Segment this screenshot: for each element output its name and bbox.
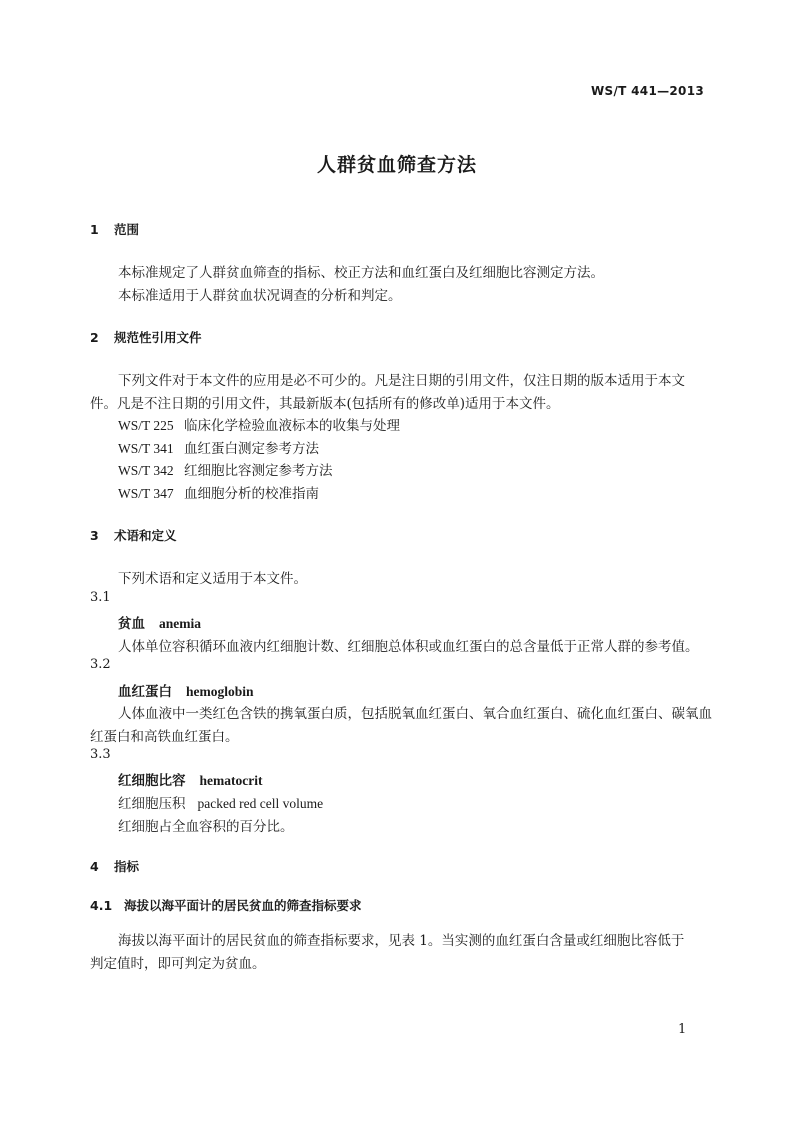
paragraph-line: 件。凡是不注日期的引用文件，其最新版本(包括所有的修改单)适用于本文件。 xyxy=(90,396,560,412)
section-heading-1 xyxy=(90,220,139,238)
paragraph: 本标准适用于人群贫血状况调查的分析和判定。 xyxy=(118,288,402,304)
term-number: 3.1 xyxy=(90,590,111,605)
term-zh: 红细胞比容 xyxy=(118,773,186,789)
section-number: 3 xyxy=(90,528,99,543)
paragraph-line: 海拔以海平面计的居民贫血的筛查指标要求，见表 1。当实测的血红蛋白含量或红细胞比容低于 xyxy=(118,933,685,949)
synonym-zh: 红细胞压积 xyxy=(118,796,186,812)
term-synonym xyxy=(118,792,323,812)
page-title: 人群贫血筛查方法 xyxy=(316,154,477,176)
reference-name: 红细胞比容测定参考方法 xyxy=(184,463,333,479)
term-zh: 血红蛋白 xyxy=(118,684,172,700)
paragraph: 本标准规定了人群贫血筛查的指标、校正方法和血红蛋白及红细胞比容测定方法。 xyxy=(118,265,604,281)
reference-name: 临床化学检验血液标本的收集与处理 xyxy=(184,418,400,434)
reference-code: WS/T 225 xyxy=(118,418,174,433)
reference-name: 血细胞分析的校准指南 xyxy=(184,486,319,502)
term-title xyxy=(118,769,262,789)
section-title: 范围 xyxy=(114,222,140,237)
term-zh: 贫血 xyxy=(118,616,145,632)
term-en: anemia xyxy=(159,616,201,631)
reference-item xyxy=(118,437,319,457)
section-number: 4 xyxy=(90,859,99,874)
reference-item xyxy=(118,482,319,502)
reference-name: 血红蛋白测定参考方法 xyxy=(184,441,319,457)
term-definition-line: 人体血液中一类红色含铁的携氧蛋白质，包括脱氧血红蛋白、氧合血红蛋白、硫化血红蛋白、碳氧血 xyxy=(118,706,712,722)
reference-code: WS/T 342 xyxy=(118,463,174,478)
term-definition: 红细胞占全血容积的百分比。 xyxy=(118,819,294,835)
section-title: 指标 xyxy=(114,859,140,874)
paragraph-line: 判定值时，即可判定为贫血。 xyxy=(90,956,266,972)
section-title: 术语和定义 xyxy=(114,528,177,543)
term-en: hemoglobin xyxy=(186,684,254,699)
subsection-number: 4.1 xyxy=(90,898,113,913)
subsection-heading-4-1 xyxy=(90,896,362,914)
term-number: 3.2 xyxy=(90,657,111,672)
paragraph: 下列术语和定义适用于本文件。 xyxy=(118,571,307,587)
synonym-en: packed red cell volume xyxy=(197,796,324,811)
section-heading-4 xyxy=(90,857,139,875)
reference-item xyxy=(118,459,333,479)
term-title xyxy=(118,612,201,632)
document-code: WS/T 441—2013 xyxy=(591,84,704,98)
reference-code: WS/T 347 xyxy=(118,486,174,501)
section-heading-2 xyxy=(90,328,202,346)
term-en: hematocrit xyxy=(199,773,263,788)
section-heading-3 xyxy=(90,526,177,544)
page-number: 1 xyxy=(678,1022,687,1037)
section-number: 2 xyxy=(90,330,99,345)
reference-code: WS/T 341 xyxy=(118,441,174,456)
term-title xyxy=(118,680,254,700)
term-definition: 人体单位容积循环血液内红细胞计数、红细胞总体积或血红蛋白的总含量低于正常人群的参考值。 xyxy=(118,639,699,655)
paragraph-line: 下列文件对于本文件的应用是必不可少的。凡是注日期的引用文件，仅注日期的版本适用于本文 xyxy=(118,373,685,389)
subsection-title: 海拔以海平面计的居民贫血的筛查指标要求 xyxy=(124,898,362,913)
reference-item xyxy=(118,414,400,434)
section-title: 规范性引用文件 xyxy=(114,330,202,345)
term-number: 3.3 xyxy=(90,747,111,762)
section-number: 1 xyxy=(90,222,99,237)
term-definition-line: 红蛋白和高铁血红蛋白。 xyxy=(90,729,239,745)
